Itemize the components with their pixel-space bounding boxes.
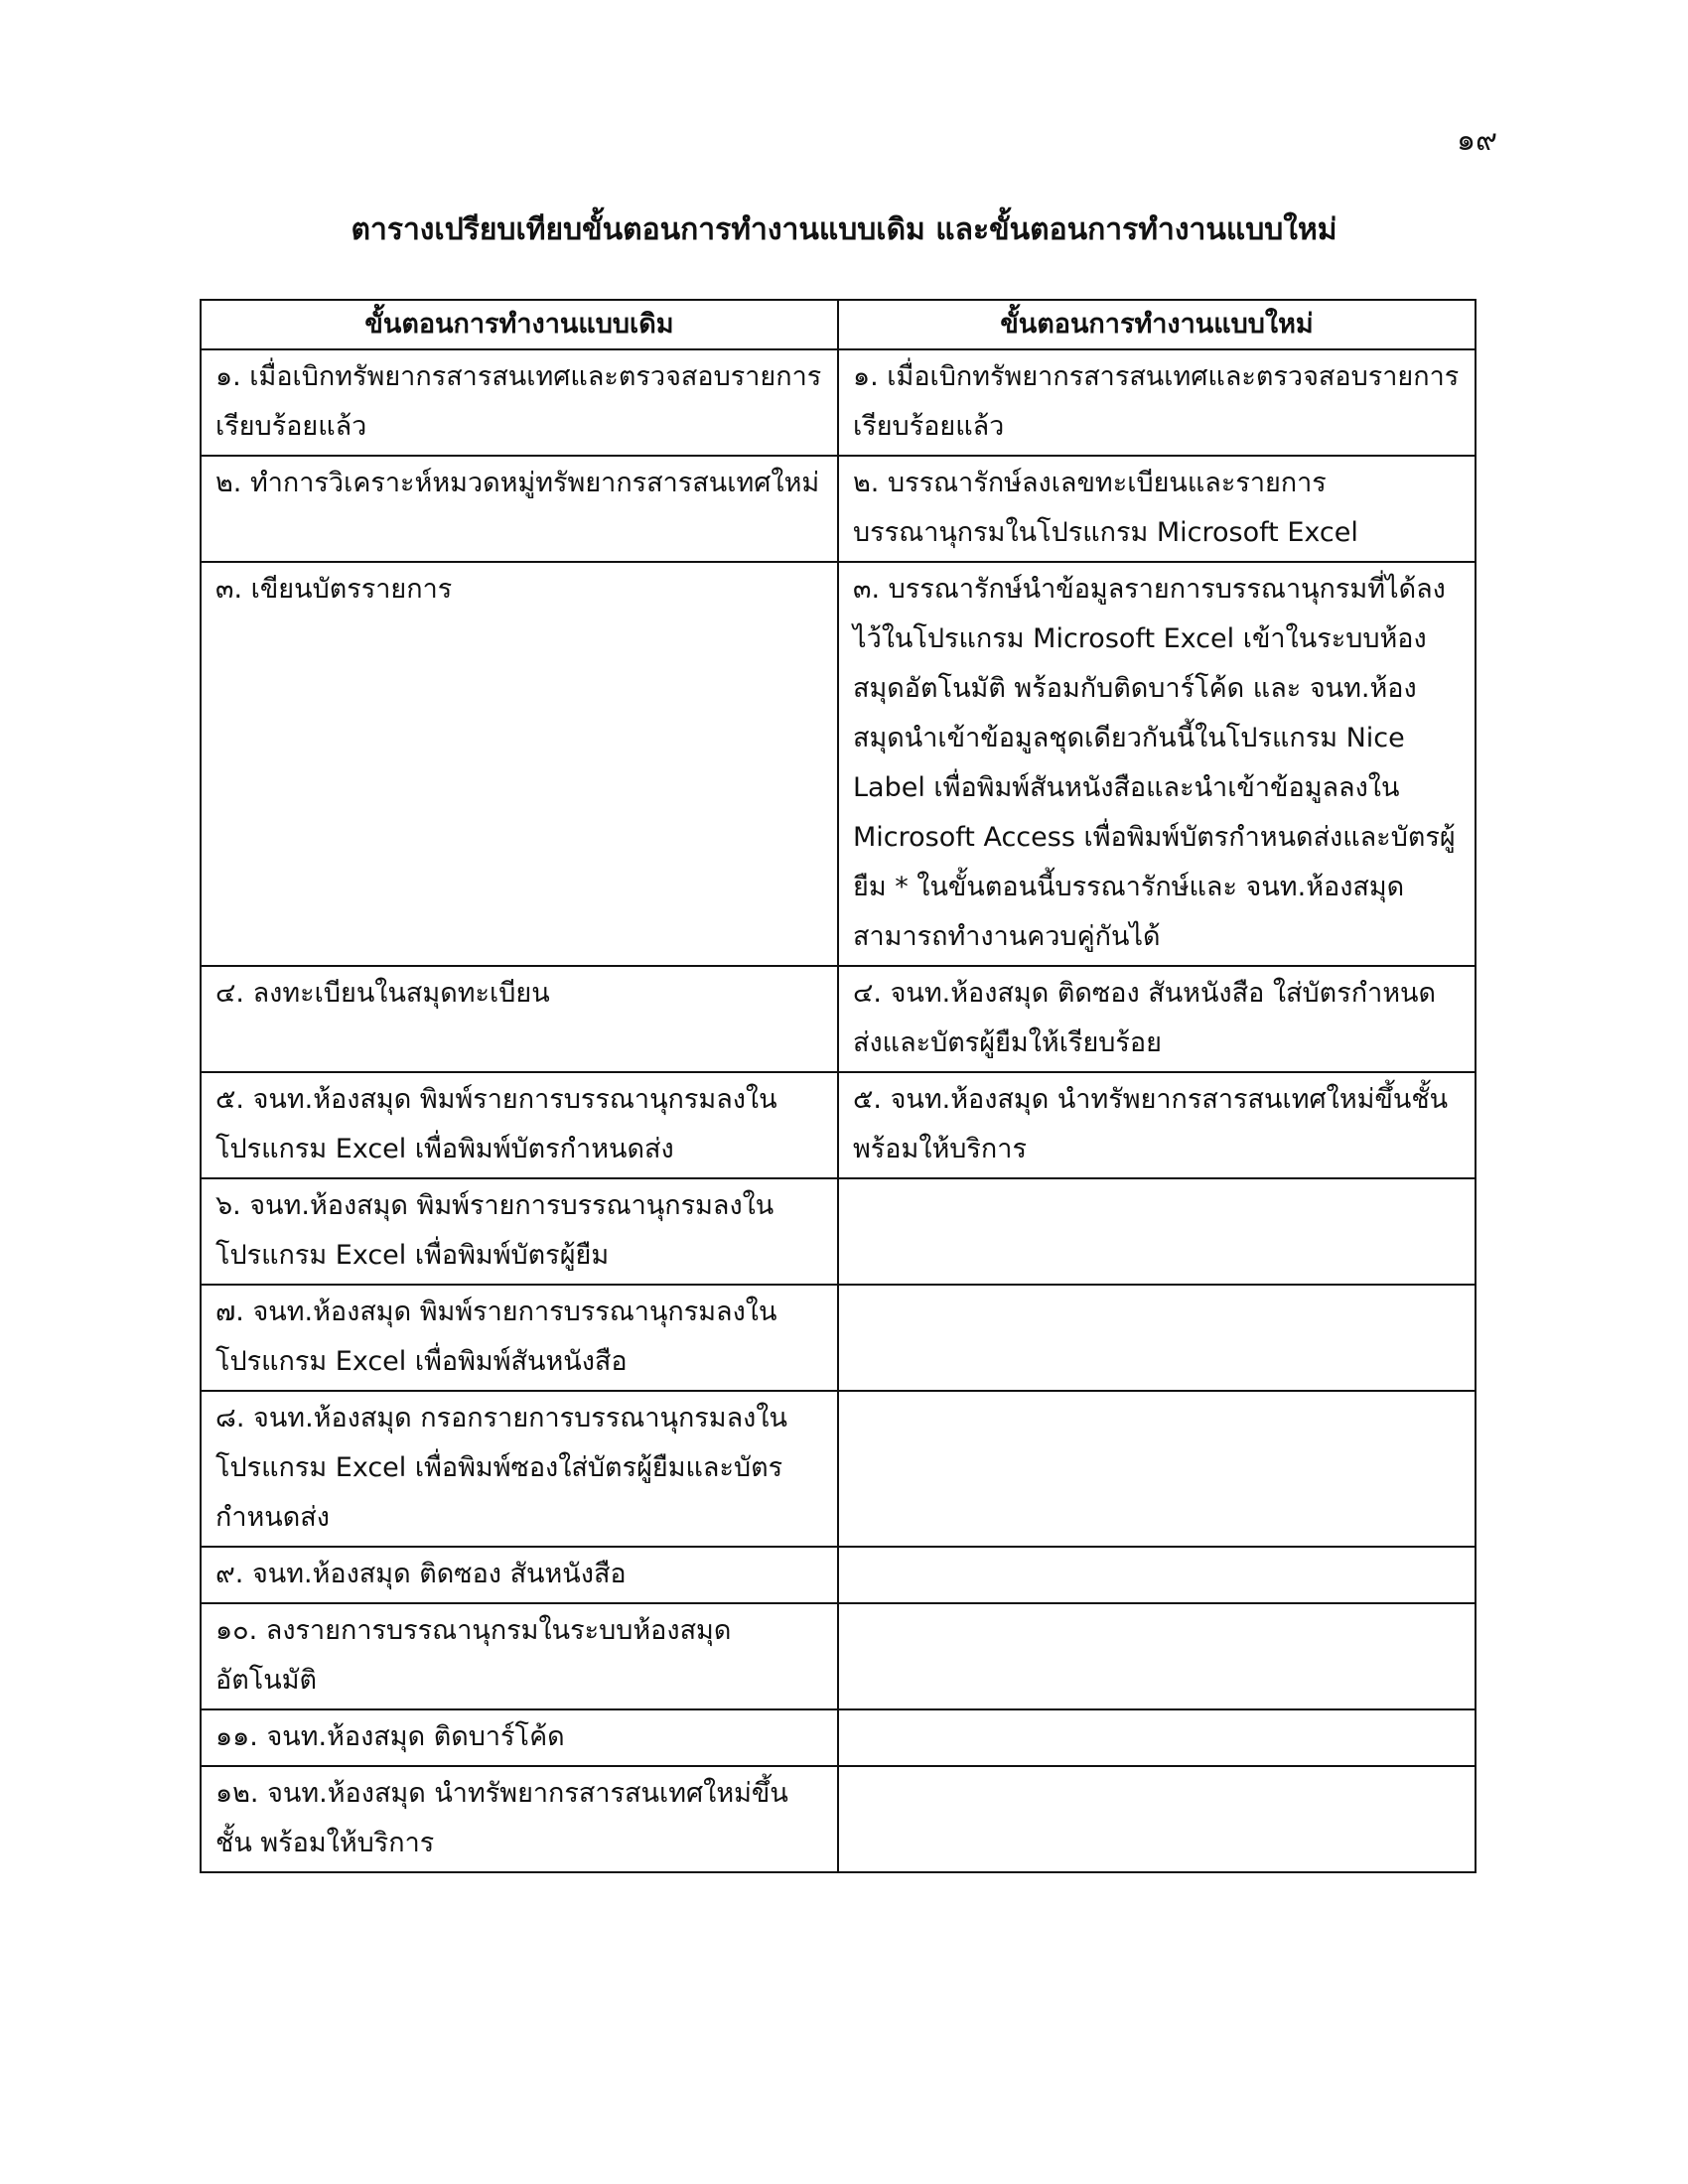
table-row — [201, 562, 1476, 966]
new-step-cell — [838, 1547, 1476, 1603]
new-step-cell: ๑. เมื่อเบิกทรัพยากรสารสนเทศและตรวจสอบรายการเรียบร้อยแล้ว — [838, 349, 1476, 456]
new-step-cell — [838, 1603, 1476, 1709]
new-step-cell — [838, 1285, 1476, 1391]
old-step-cell: ๔. ลงทะเบียนในสมุดทะเบียน — [201, 966, 838, 1072]
old-step-cell: ๑. เมื่อเบิกทรัพยากรสารสนเทศและตรวจสอบรายการเรียบร้อยแล้ว — [201, 349, 838, 456]
page-number: ๑๙ — [1456, 123, 1497, 158]
old-step-cell: ๗. จนท.ห้องสมุด พิมพ์รายการบรรณานุกรมลงในโปรแกรม Excel เพื่อพิมพ์สันหนังสือ — [201, 1285, 838, 1391]
old-step-cell: ๓. เขียนบัตรรายการ — [201, 562, 838, 966]
document-title: ตารางเปรียบเทียบขั้นตอนการทำงานแบบเดิม และขั้นตอนการทำงานแบบใหม่ — [351, 212, 1337, 247]
table-row — [201, 1391, 1476, 1547]
new-step-cell — [838, 1391, 1476, 1547]
old-step-cell: ๖. จนท.ห้องสมุด พิมพ์รายการบรรณานุกรมลงในโปรแกรม Excel เพื่อพิมพ์บัตรผู้ยืม — [201, 1178, 838, 1285]
new-step-cell — [838, 1178, 1476, 1285]
new-step-cell: ๕. จนท.ห้องสมุด นำทรัพยากรสารสนเทศใหม่ขึ้นชั้นพร้อมให้บริการ — [838, 1072, 1476, 1178]
old-step-cell: ๘. จนท.ห้องสมุด กรอกรายการบรรณานุกรมลงในโปรแกรม Excel เพื่อพิมพ์ซองใส่บัตรผู้ยืมและบัตรกำหนดส่ง — [201, 1391, 838, 1547]
table-row — [201, 456, 1476, 562]
table-row — [201, 1766, 1476, 1872]
new-step-cell — [838, 1709, 1476, 1766]
old-step-cell: ๙. จนท.ห้องสมุด ติดซอง สันหนังสือ — [201, 1547, 838, 1603]
new-step-cell: ๔. จนท.ห้องสมุด ติดซอง สันหนังสือ ใส่บัตรกำหนดส่งและบัตรผู้ยืมให้เรียบร้อย — [838, 966, 1476, 1072]
comparison-table — [200, 299, 1477, 1873]
old-step-cell: ๒. ทำการวิเคราะห์หมวดหมู่ทรัพยากรสารสนเทศใหม่ — [201, 456, 838, 562]
table-row — [201, 966, 1476, 1072]
old-step-cell: ๕. จนท.ห้องสมุด พิมพ์รายการบรรณานุกรมลงในโปรแกรม Excel เพื่อพิมพ์บัตรกำหนดส่ง — [201, 1072, 838, 1178]
new-step-cell: ๒. บรรณารักษ์ลงเลขทะเบียนและรายการบรรณานุกรมในโปรแกรม Microsoft Excel — [838, 456, 1476, 562]
new-step-cell — [838, 1766, 1476, 1872]
old-step-cell: ๑๑. จนท.ห้องสมุด ติดบาร์โค้ด — [201, 1709, 838, 1766]
header-old-process: ขั้นตอนการทำงานแบบเดิม — [201, 300, 838, 349]
header-new-process: ขั้นตอนการทำงานแบบใหม่ — [838, 300, 1476, 349]
table-row — [201, 1603, 1476, 1709]
table-row — [201, 1178, 1476, 1285]
table-row — [201, 1547, 1476, 1603]
table-row — [201, 1072, 1476, 1178]
old-step-cell: ๑๒. จนท.ห้องสมุด นำทรัพยากรสารสนเทศใหม่ขึ้นชั้น พร้อมให้บริการ — [201, 1766, 838, 1872]
table-row — [201, 1709, 1476, 1766]
old-step-cell: ๑๐. ลงรายการบรรณานุกรมในระบบห้องสมุดอัตโนมัติ — [201, 1603, 838, 1709]
table-row — [201, 1285, 1476, 1391]
table-row — [201, 349, 1476, 456]
table-header-row — [201, 300, 1476, 349]
new-step-cell: ๓. บรรณารักษ์นำข้อมูลรายการบรรณานุกรมที่ได้ลงไว้ในโปรแกรม Microsoft Excel เข้าในระบบห้องสมุดอัตโนมัติ พร้อมกับติดบาร์โค้ด และ จนท.ห้องสมุดนำเข้าข้อมูลชุดเดียวกันนี้ในโปรแกรม Nice Label เพื่อพิมพ์สันหนังสือและนำเข้าข้อมูลลงใน Microsoft Access เพื่อพิมพ์บัตรกำหนดส่งและบัตรผู้ยืม * ในขั้นตอนนี้บรรณารักษ์และ จนท.ห้องสมุด สามารถทำงานควบคู่กันได้ — [838, 562, 1476, 966]
